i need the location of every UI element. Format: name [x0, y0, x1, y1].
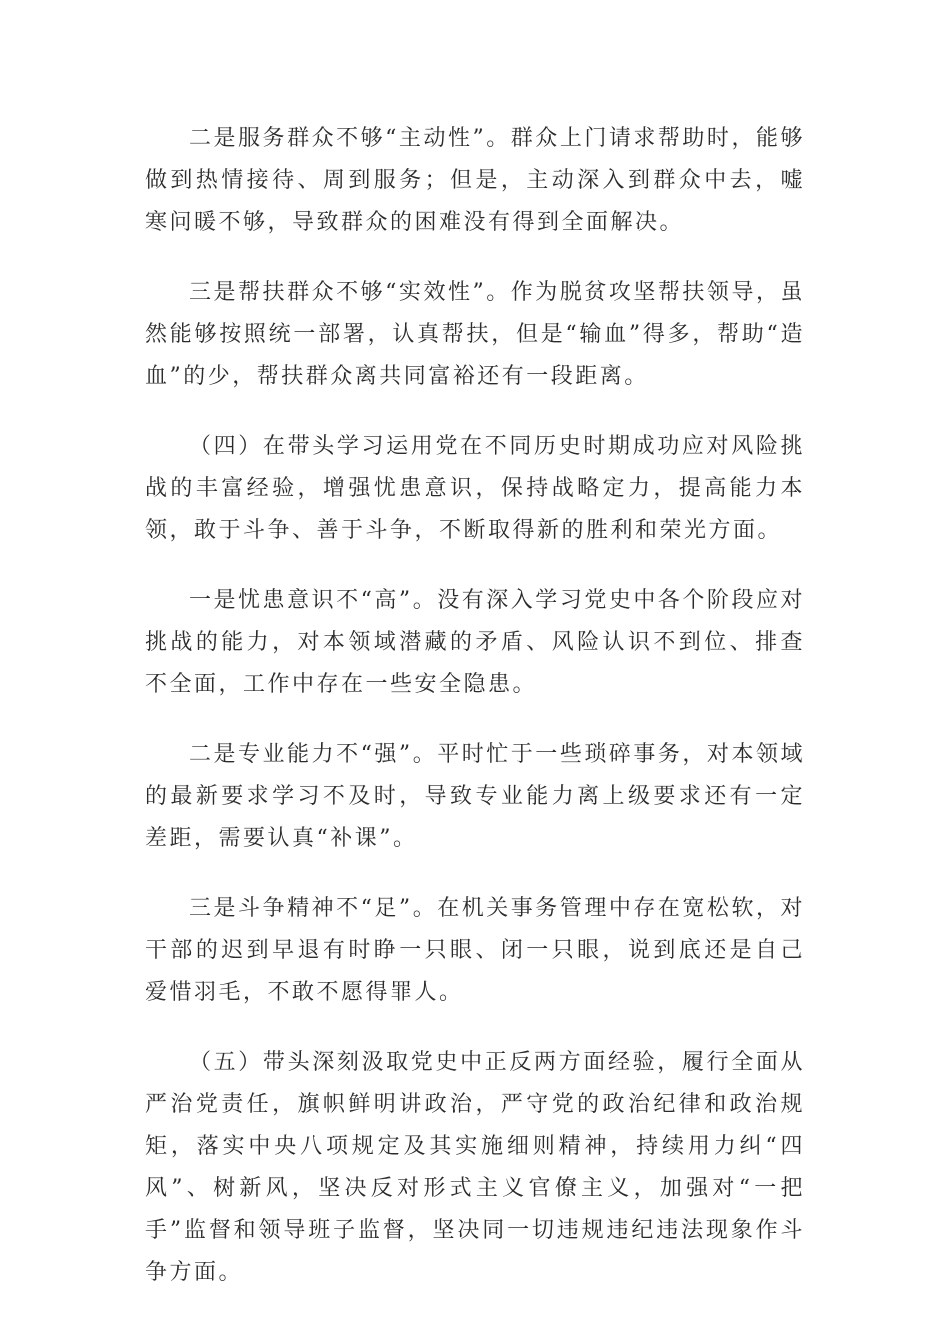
paragraph-service-proactiveness: 二是服务群众不够“主动性”。群众上门请求帮助时，能够做到热情接待、周到服务；但是，主动深入到群众中去，嘘寒问暖不够，导致群众的困难没有得到全面解决。: [145, 126, 805, 235]
paragraph-risk-awareness: 一是忧患意识不“高”。没有深入学习党史中各个阶段应对挑战的能力，对本领域潜藏的矛盾、风险认识不到位、排查不全面，工作中存在一些安全隐患。: [145, 588, 805, 697]
section-heading-five: （五）带头深刻汲取党史中正反两方面经验，履行全面从严治党责任，旗帜鲜明讲政治，严守党的政治纪律和政治规矩，落实中央八项规定及其实施细则精神，持续用力纠“四风”、树新风，坚决反对形式主义官僚主义，加强对“一把手”监督和领导班子监督，坚决同一切违规违纪违法现象作斗争方面。: [145, 1050, 805, 1285]
document-body: [145, 118, 805, 1322]
paragraph-assistance-effectiveness: 三是帮扶群众不够“实效性”。作为脱贫攻坚帮扶领导，虽然能够按照统一部署，认真帮扶，但是“输血”得多，帮助“造血”的少，帮扶群众离共同富裕还有一段距离。: [145, 280, 805, 389]
paragraph-fighting-spirit: 三是斗争精神不“足”。在机关事务管理中存在宽松软，对干部的迟到早退有时睁一只眼、闭一只眼，说到底还是自己爱惜羽毛，不敢不愿得罪人。: [145, 896, 805, 1005]
section-heading-four: （四）在带头学习运用党在不同历史时期成功应对风险挑战的丰富经验，增强忧患意识，保持战略定力，提高能力本领，敢于斗争、善于斗争，不断取得新的胜利和荣光方面。: [145, 434, 805, 543]
paragraph-professional-ability: 二是专业能力不“强”。平时忙于一些琐碎事务，对本领域的最新要求学习不及时，导致专业能力离上级要求还有一定差距，需要认真“补课”。: [145, 742, 805, 851]
